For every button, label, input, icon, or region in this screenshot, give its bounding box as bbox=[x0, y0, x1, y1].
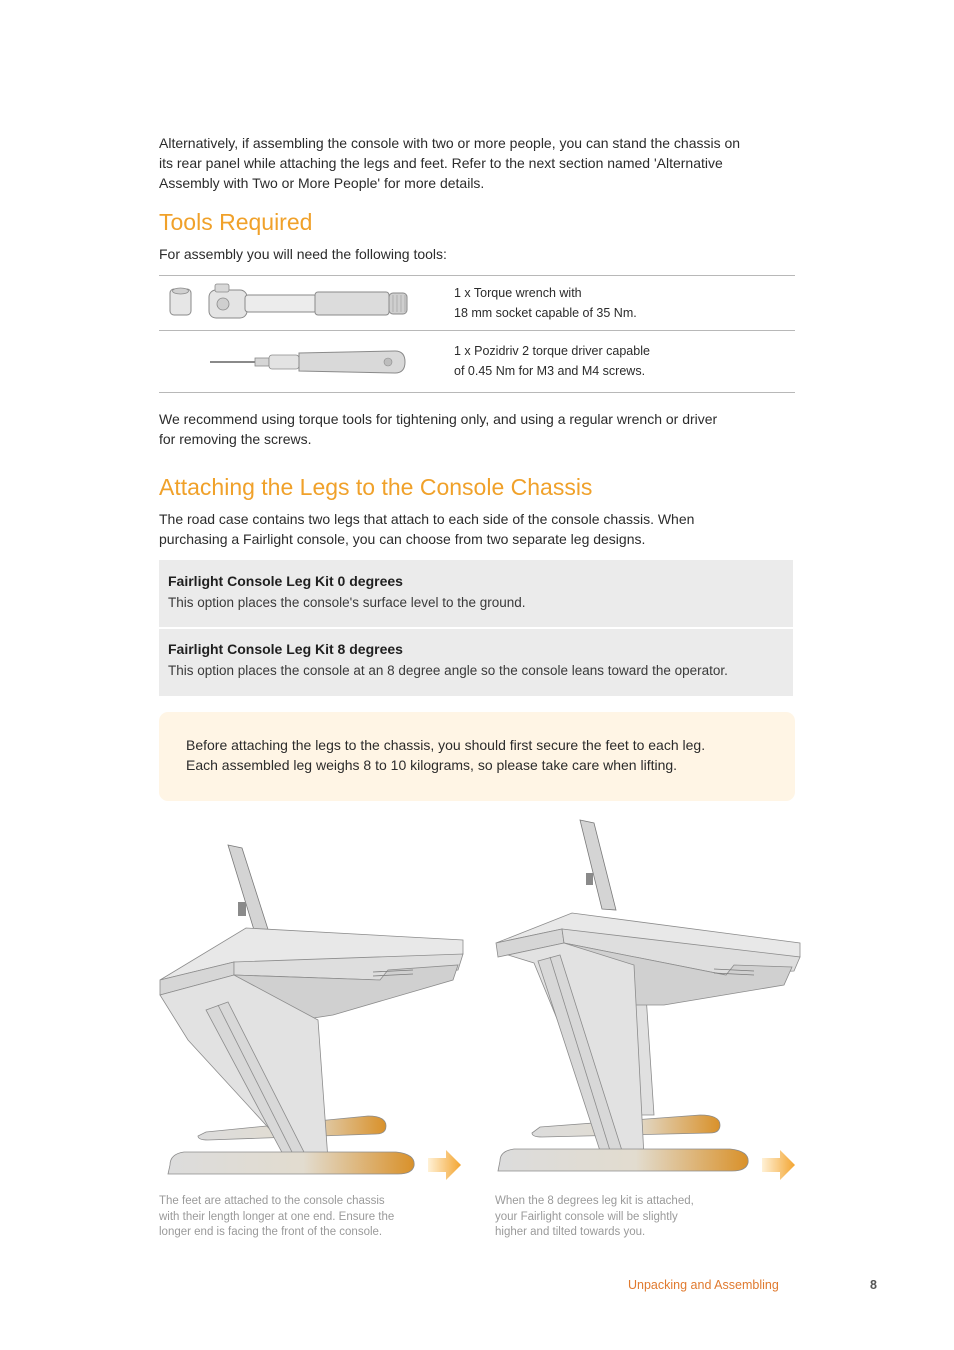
figure-caption bbox=[495, 1194, 694, 1241]
caption-line: your Fairlight console will be slightly bbox=[495, 1210, 678, 1223]
caption-line: higher and tilted towards you. bbox=[495, 1226, 646, 1238]
tool-item-driver bbox=[454, 342, 650, 381]
kit-title: Fairlight Console Leg Kit 8 degrees bbox=[168, 641, 403, 657]
attach-line: purchasing a Fairlight console, you can choose from two separate leg designs. bbox=[159, 531, 646, 547]
caption-line: When the 8 degrees leg kit is attached, bbox=[495, 1195, 694, 1207]
tools-lead: For assembly you will need the following tools: bbox=[159, 246, 447, 262]
note-line: Each assembled leg weighs 8 to 10 kilograms, so please take care when lifting. bbox=[186, 757, 678, 773]
caption-line: The feet are attached to the console chassis bbox=[159, 1195, 385, 1207]
kit-title: Fairlight Console Leg Kit 0 degrees bbox=[168, 573, 403, 589]
console-8-degree-illustration bbox=[494, 815, 804, 1177]
page-number: 8 bbox=[870, 1278, 877, 1292]
tool-line: 18 mm socket capable of 35 Nm. bbox=[454, 305, 637, 320]
intro-line: its rear panel while attaching the legs and feet. Refer to the next section named 'Alternative bbox=[159, 155, 723, 171]
intro-paragraph bbox=[159, 133, 789, 193]
attach-paragraph bbox=[159, 509, 789, 549]
tool-line: 1 x Torque wrench with bbox=[454, 286, 582, 300]
arrow-right-icon bbox=[428, 1148, 462, 1182]
note-line: Before attaching the legs to the chassis, you should first secure the feet to each leg. bbox=[186, 737, 706, 753]
table-rule-bottom bbox=[159, 392, 795, 393]
attach-heading: Attaching the Legs to the Console Chassis bbox=[159, 474, 593, 500]
kit-0-degrees bbox=[159, 560, 793, 627]
console-0-degree-illustration bbox=[158, 840, 468, 1180]
intro-line: Assembly with Two or More People' for more details. bbox=[159, 175, 485, 191]
intro-line: Alternatively, if assembling the console with two or more people, you can stand the chassis on bbox=[159, 135, 741, 151]
recommend-line: We recommend using torque tools for tightening only, and using a regular wrench or driver bbox=[159, 411, 718, 427]
tool-line: 1 x Pozidriv 2 torque driver capable bbox=[454, 344, 650, 358]
recommend-paragraph bbox=[159, 409, 789, 449]
kit-description: This option places the console's surface level to the ground. bbox=[168, 595, 526, 610]
tool-line: of 0.45 Nm for M3 and M4 screws. bbox=[454, 363, 646, 378]
tool-item-wrench bbox=[454, 284, 637, 323]
table-rule-middle bbox=[159, 330, 795, 331]
arrow-right-icon bbox=[762, 1148, 796, 1182]
attach-line: The road case contains two legs that attach to each side of the console chassis. When bbox=[159, 511, 695, 527]
footer-section-title: Unpacking and Assembling bbox=[628, 1278, 779, 1292]
table-rule-top bbox=[159, 275, 795, 276]
torque-wrench-icon bbox=[165, 280, 415, 322]
caption-line: longer end is facing the front of the console. bbox=[159, 1226, 383, 1238]
kit-description: This option places the console at an 8 degree angle so the console leans toward the operator. bbox=[168, 663, 728, 678]
tools-heading: Tools Required bbox=[159, 209, 313, 235]
note-box bbox=[159, 712, 795, 801]
recommend-line: for removing the screws. bbox=[159, 431, 312, 447]
caption-line: with their length longer at one end. Ensure the bbox=[159, 1210, 395, 1223]
kit-8-degrees bbox=[159, 629, 793, 696]
torque-driver-icon bbox=[205, 348, 410, 376]
figure-caption bbox=[159, 1194, 394, 1241]
